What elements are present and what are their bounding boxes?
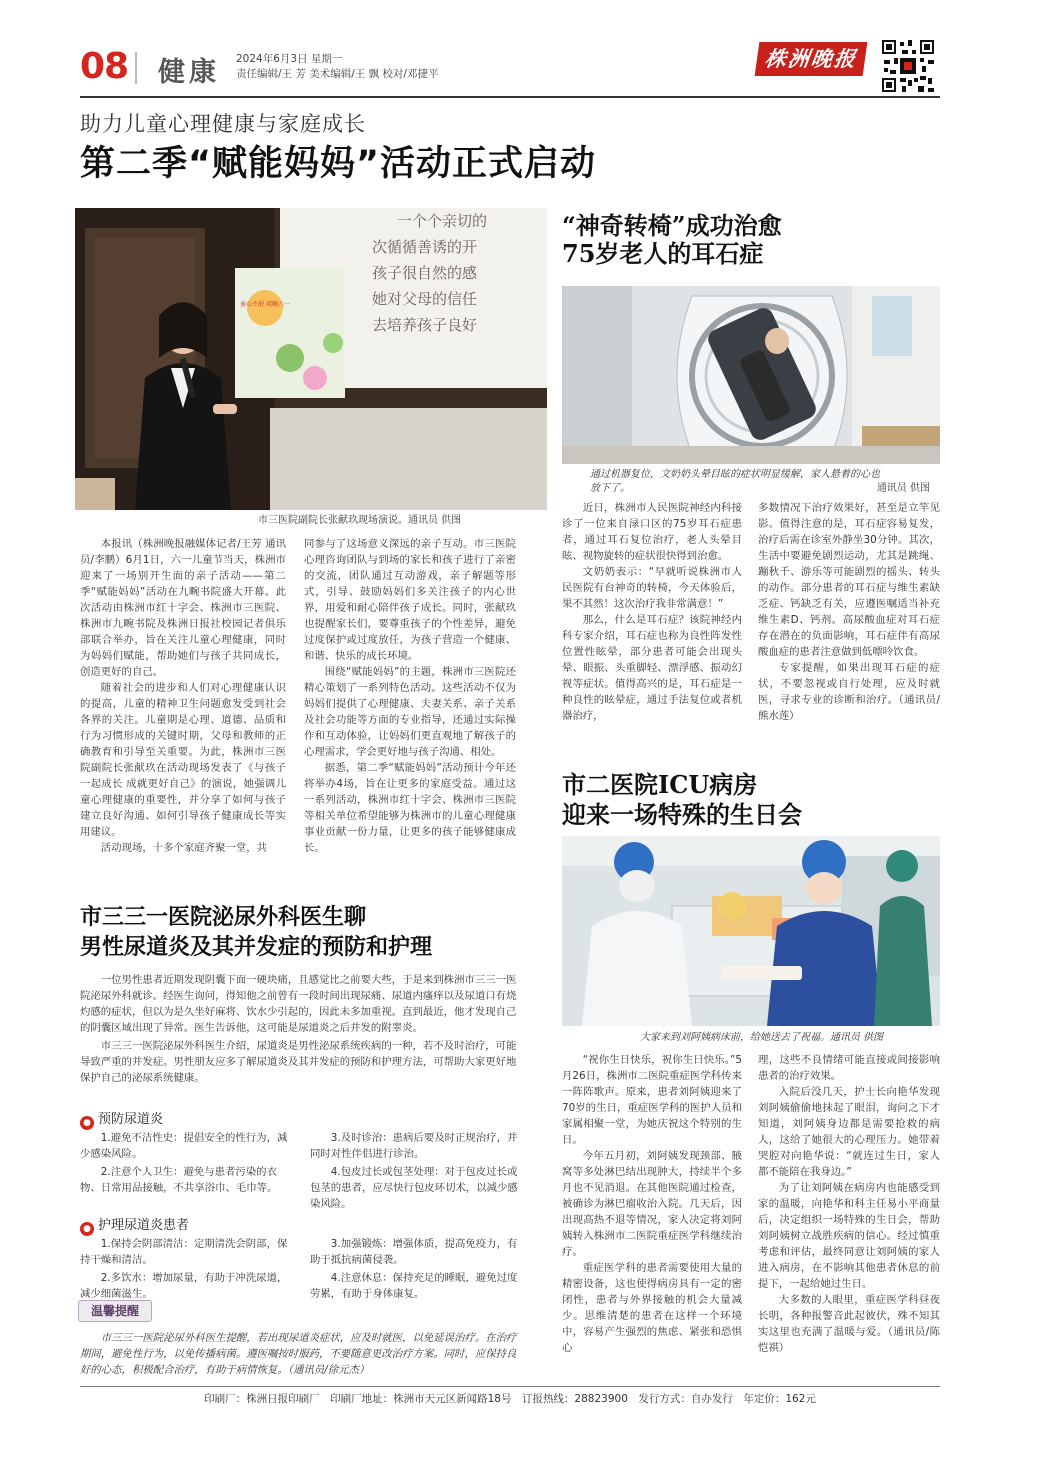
birthday-paragraph: 入院后没几天，护士长向艳华发现刘阿姨偷偷地抹起了眼泪，询问之下才知道，刘阿姨身边都是需要抢救的病人，这给了她很大的心理压力。她带着哭腔对向艳华说：“就连过生日，家人都不能陪在我身边。” (758, 1086, 940, 1178)
prevention-item: 4.包皮过长或包茎处理：对于包皮过长或包茎的患者，应尽快行包皮环切术，以减少感染风险。 (310, 1166, 518, 1210)
footer-rule (80, 1386, 940, 1387)
tip-badge: 温馨提醒 (78, 1300, 152, 1322)
prevention-right (310, 1130, 520, 1214)
birthday-photo-caption: 大家来到刘阿姨病床前，给她送去了祝福。通讯员 供图 (640, 1032, 884, 1043)
header-rule (80, 96, 940, 98)
issue-date: 2024年6月3日 星期一 (236, 53, 343, 65)
page-number: 08 (80, 46, 129, 87)
birthday-paragraph: 重症医学科的患者需要使用大量的精密设备，这也使得病房具有一定的密闭性，患者与外界接触的机会大量减少。思维清楚的患者在这样一个环境中，容易产生强烈的焦虑、紧张和恐惧心 (562, 1262, 742, 1354)
chair-caption-line-2-row (590, 482, 940, 496)
urology-intro-paragraph: 市三三一医院泌尿外科医生介绍，尿道炎是男性泌尿系统疾病的一种，若不及时治疗，可能导致严重的并发症。男性朋友应多了解尿道炎及其并发症的预防和护理方法，可帮助大家更好地保护自己的泌尿系统健康。 (80, 1040, 517, 1084)
lead-paragraph: 随着社会的进步和人们对心理健康认识的提高，儿童的精神卫生问题愈发受到社会各界的关注。儿童期是心理、道德、品质和行为习惯形成的关键时期，父母和教师的正确教育和引导至关重要。为此，株洲市三医院副院长张献玖在活动现场发表了《与孩子一起成长 成就更好自己》的演说，她强调儿童心理健康的重要性，并分享了如何与孩子建立良好沟通、如何引导孩子健康成长等实用建议。 (80, 682, 286, 838)
section-bullet-icon: ● (80, 1222, 94, 1236)
care-section-title: ● 护理尿道炎患者 (80, 1214, 189, 1236)
care-left (80, 1236, 288, 1304)
header-divider (135, 52, 137, 84)
urology-headline (80, 902, 432, 962)
section-bullet-icon: ● (80, 1116, 94, 1130)
prevention-section-title: ● 预防尿道炎 (80, 1108, 163, 1130)
care-item: 4.注意休息：保持充足的睡眠，避免过度劳累，有助于身体康复。 (310, 1272, 518, 1300)
chair-headline-line-2: 75岁老人的耳石症 (562, 239, 764, 268)
chair-paragraph: 近日，株洲市人民医院神经内科接诊了一位来自渌口区的75岁耳石症患者，通过耳石复位治疗，老人头晕目眩、视物旋转的症状很快得到治愈。 (562, 502, 742, 562)
birthday-column-2 (758, 1052, 940, 1356)
birthday-paragraph: 大多数的人眼里，重症医学科昼夜长明，各种报警音此起彼伏，殊不知其实这里也充满了温暖与爱。（通讯员/陈恺祺） (758, 1294, 940, 1354)
prevention-item: 3.及时诊治：患病后要及时正规治疗，并同时对性伴侣进行诊治。 (310, 1132, 518, 1160)
birthday-paragraph: 为了让刘阿姨在病房内也能感受到家的温暖，向艳华和科主任易小平商量后，决定组织一场特殊的生日会，帮助刘阿姨树立战胜疾病的信心。经过慎重考虑和评估，最终同意让刘阿姨的家人进入病房，在不影响其他患者休息的前提下，一起给她过生日。 (758, 1182, 940, 1290)
chair-paragraph: 文奶奶表示：“早就听说株洲市人民医院有台神奇的转椅，今天体验后，果不其然！这次治疗我非常满意！” (562, 566, 742, 610)
lead-paragraph: 围绕“赋能妈妈”的主题，株洲市三医院还精心策划了一系列特色活动。这些活动不仅为妈妈们提供了心理健康、夫妻关系、亲子关系及社会功能等方面的专业指导，还通过实际操作和互动体验，让妈妈们更直观地了解孩子的心理需求，学会更好地与孩子沟通、相处。 (304, 666, 516, 758)
chair-photo-credit: 通讯员 供图 (876, 483, 930, 494)
chair-headline-line-1: “神奇转椅”成功治愈 (562, 211, 782, 240)
screen-line-1: 一个个亲切的 (397, 212, 488, 230)
lead-column-2 (304, 536, 516, 856)
screen-line-3: 孩子很自然的感 (372, 264, 478, 282)
birthday-paragraph: 理，这些不良情绪可能直接或间接影响患者的治疗效果。 (758, 1054, 940, 1082)
chair-column-2 (758, 500, 940, 724)
chair-headline (562, 212, 782, 268)
lead-paragraph: 活动现场，十多个家庭齐聚一堂，共 (100, 842, 268, 854)
editors-line: 责任编辑/王 芳 美术编辑/王 飘 校对/邓捷平 (236, 68, 439, 80)
chair-caption-line-2: 放下了。 (590, 483, 630, 494)
screen-line-2: 次循循善诱的开 (372, 238, 478, 256)
birthday-column-1 (562, 1052, 742, 1356)
lead-paragraph: 本报讯（株洲晚报融媒体记者/王芳 通讯员/李鹏）6月1日，六一儿童节当天，株洲市迎来了一场别开生面的亲子活动——第二季“赋能妈妈”活动在九畹书院盛大开幕。此次活动由株洲市红十字会、株洲市三医院、株洲市九畹书院及株洲日报社校园记者俱乐部联合举办，旨在关注儿童心理健康，同时为妈妈们赋能，帮助她们与孩子共同成长，创造更好的自己。 (80, 538, 286, 678)
birthday-headline (562, 770, 802, 830)
poster-text: 童心不泯 双嗨六一 (240, 301, 290, 308)
lead-photo-caption: 市三医院副院长张献玖现场演说。通讯员 供图 (258, 515, 462, 526)
care-right (310, 1236, 520, 1304)
birthday-headline-line-2: 迎来一场特殊的生日会 (562, 800, 802, 829)
header-meta (236, 52, 438, 82)
lead-photo (75, 208, 547, 510)
footer-print-info: 印刷厂：株洲日报印刷厂 印刷厂地址：株洲市天元区新闻路18号 订报热线：28823900 发行方式：自办发行 年定价：162元 (204, 1393, 816, 1405)
chair-paragraph: 那么，什么是耳石症？该院神经内科专家介绍，耳石症也称为良性阵发性位置性眩晕，部分患者可能会出现头晕、眼振、头重脚轻、漂浮感、振动幻视等症状。值得高兴的是，耳石症是一种良性的眩晕症，通过手法复位或者机器治疗， (562, 614, 742, 722)
chair-caption-line-1: 通过机器复位，文奶奶头晕目眩的症状明显缓解，家人悬着的心也 (590, 469, 880, 480)
lead-column-1 (80, 536, 286, 856)
chair-photo-caption (590, 468, 940, 496)
care-item: 3.加强锻炼：增强体质，提高免疫力，有助于抵抗病菌侵袭。 (310, 1238, 518, 1266)
lead-paragraph: 据悉，第二季“赋能妈妈”活动预计今年还将举办4场，旨在让更多的家庭受益。通过这一系列活动，株洲市红十字会、株洲市三医院等相关单位希望能够为株洲市的儿童心理健康事业贡献一份力量，让更多的孩子能够健康成长。 (304, 762, 516, 854)
tip-text: 市三三一医院泌尿外科医生提醒，若出现尿道炎症状，应及时就医，以免延误治疗。在治疗期间，避免性行为，以免传播病菌。遵医嘱按时服药，不要随意更改治疗方案。同时，应保持良好的心态，积极配合治疗，有助于病情恢复。（通讯员/徐元杰） (80, 1332, 517, 1376)
urology-headline-line-1: 市三三一医院泌尿外科医生聊 (80, 904, 367, 930)
prevention-item: 2.注意个人卫生：避免与患者污染的衣物、日常用品接触，不共享浴巾、毛巾等。 (80, 1166, 278, 1194)
chair-paragraph: 专家提醒，如果出现耳石症的症状，不要忽视或自行处理，应及时就医，寻求专业的诊断和治疗。（通讯员/熊水莲） (758, 662, 940, 722)
care-item: 2.多饮水：增加尿量，有助于冲洗尿道，减少细菌滋生。 (80, 1272, 288, 1300)
lead-headline: 第二季“赋能妈妈”活动正式启动 (80, 144, 597, 184)
prevention-left (80, 1130, 288, 1198)
urology-intro-paragraph: 一位男性患者近期发现阴囊下面一硬块痛，且感觉比之前要大些，于是来到株洲市三三一医院泌尿外科就诊。经医生询问，得知他之前曾有一段时间出现尿痛、尿道内瘙痒以及尿道口有烧灼感的症状，但以为是久坐好麻将、饮水少引起的，因此未多加重视。直到最近，他才发现自己的阴囊区域出现了异常。医生告诉他，这可能是尿道炎之后并发的附睾炎。 (80, 974, 517, 1034)
chair-photo (562, 286, 940, 464)
newspaper-logo: 株洲晚报 (755, 42, 868, 76)
lead-paragraph: 同参与了这场意义深远的亲子互动。市三医院心理咨询团队与到场的家长和孩子进行了亲密的交流，团队通过互动游戏，亲子解题等形式，引导、鼓励妈妈们多关注孩子的内心世界，用爱和耐心陪伴孩子成长。同时，张献玖也提醒家长们，要尊重孩子的个性差异，避免过度保护或过度放任，为孩子营造一个健康、和谐、快乐的成长环境。 (304, 538, 516, 662)
screen-line-4: 她对父母的信任 (372, 290, 478, 308)
chair-paragraph: 多数情况下治疗效果好，甚至是立竿见影。值得注意的是，耳石症容易复发，治疗后需在诊室外静坐30分钟。其次，生活中要避免剧烈运动，尤其是跳绳、蹦秋千、游乐等可能剧烈的摇头、转头的动作。部分患者的耳石症与维生素缺乏症、钙缺乏有关，应遵医嘱适当补充维生素D、钙剂。高尿酸血症对耳石症存在潜在的负面影响，耳石症伴有高尿酸血症的患者注意做到低嘌呤饮食。 (758, 502, 940, 658)
birthday-paragraph: 今年五月初，刘阿姨发现颈部、腋窝等多处淋巴结出现肿大，持续半个多月也不见消退。在其他医院通过检查，被确诊为淋巴瘤收治入院。几天后，因出现高热不退等情况，家人决定将刘阿姨转入株洲市二医院重症医学科继续治疗。 (562, 1150, 742, 1258)
qr-code-icon[interactable] (880, 38, 936, 94)
birthday-paragraph: “祝你生日快乐，祝你生日快乐。”5月26日，株洲市二医院重症医学科传来一阵阵歌声。原来，患者刘阿姨迎来了70岁的生日，重症医学科的医护人员和家属相聚一堂，为她庆祝这个特别的生日。 (562, 1054, 742, 1146)
chair-column-1 (562, 500, 742, 724)
urology-headline-line-2: 男性尿道炎及其并发症的预防和护理 (80, 934, 433, 960)
birthday-photo (562, 836, 940, 1026)
section-name: 健康 (158, 57, 220, 88)
urology-intro (80, 972, 520, 1088)
prevention-item: 1.避免不洁性史：提倡安全的性行为，减少感染风险。 (80, 1132, 288, 1160)
care-item: 1.保持会阴部清洁：定期清洗会阴部，保持干燥和清洁。 (80, 1238, 288, 1266)
lead-kicker: 助力儿童心理健康与家庭成长 (80, 112, 366, 136)
screen-line-5: 去培养孩子良好 (372, 316, 478, 334)
birthday-headline-line-1: 市二医院ICU病房 (562, 770, 758, 799)
